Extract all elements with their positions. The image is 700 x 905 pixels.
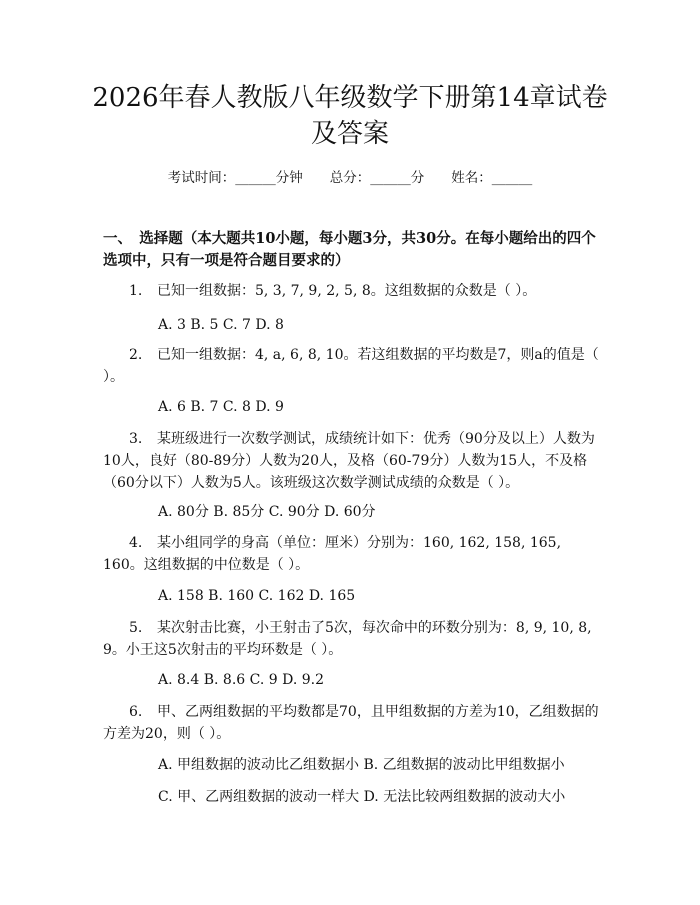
question-number: 5. <box>129 620 143 636</box>
question-text: 甲、乙两组数据的平均数都是70，且甲组数据的方差为10，乙组数据的方差为20，则（ ）。 <box>103 704 599 742</box>
question-number: 4. <box>129 535 143 551</box>
question-6-options-ab: A. 甲组数据的波动比乙组数据小 B. 乙组数据的波动比甲组数据小 <box>158 757 565 773</box>
question-text: 某小组同学的身高（单位：厘米）分别为：160, 162, 158, 165, 160。这组数据的中位数是（ ）。 <box>103 535 562 573</box>
question-2 <box>103 344 600 388</box>
question-3-options: A. 80分 B. 85分 C. 90分 D. 60分 <box>158 504 376 520</box>
question-text: 已知一组数据：4, a, 6, 8, 10。若这组数据的平均数是7，则a的值是（ ）。 <box>103 347 599 385</box>
question-6 <box>103 701 600 745</box>
question-2-options: A. 6 B. 7 C. 8 D. 9 <box>158 399 284 415</box>
page-title: 2026年春人教版八年级数学下册第14章试卷及答案 <box>92 83 608 149</box>
question-4 <box>103 532 600 576</box>
exam-info-line: 考试时间：______分钟 总分：______分 姓名：______ <box>167 170 533 186</box>
question-number: 2. <box>129 347 143 363</box>
question-text: 已知一组数据：5, 3, 7, 9, 2, 5, 8。这组数据的众数是（ ）。 <box>157 283 537 299</box>
question-number: 6. <box>129 704 143 720</box>
question-5 <box>103 617 600 661</box>
question-number: 1. <box>129 283 143 299</box>
question-4-options: A. 158 B. 160 C. 162 D. 165 <box>158 588 356 604</box>
question-1 <box>103 280 600 302</box>
question-text: 某次射击比赛，小王射击了5次，每次命中的环数分别为：8, 9, 10, 8, 9。小王这5次射击的平均环数是（ ）。 <box>103 620 592 658</box>
question-6-options-cd: C. 甲、乙两组数据的波动一样大 D. 无法比较两组数据的波动大小 <box>158 789 566 805</box>
question-3 <box>103 428 600 494</box>
question-text: 某班级进行一次数学测试，成绩统计如下：优秀（90分及以上）人数为10人，良好（80-89分）人数为20人，及格（60-79分）人数为15人，不及格（60分以下）人数为5人。该班级这次数学测试成绩的众数是（ ）。 <box>103 431 595 491</box>
section-heading: 一、 选择题（本大题共10小题，每小题3分，共30分。在每小题给出的四个选项中，只有一项是符合题目要求的） <box>103 230 596 269</box>
question-5-options: A. 8.4 B. 8.6 C. 9 D. 9.2 <box>158 672 324 688</box>
question-number: 3. <box>129 431 143 447</box>
question-1-options: A. 3 B. 5 C. 7 D. 8 <box>158 317 284 333</box>
